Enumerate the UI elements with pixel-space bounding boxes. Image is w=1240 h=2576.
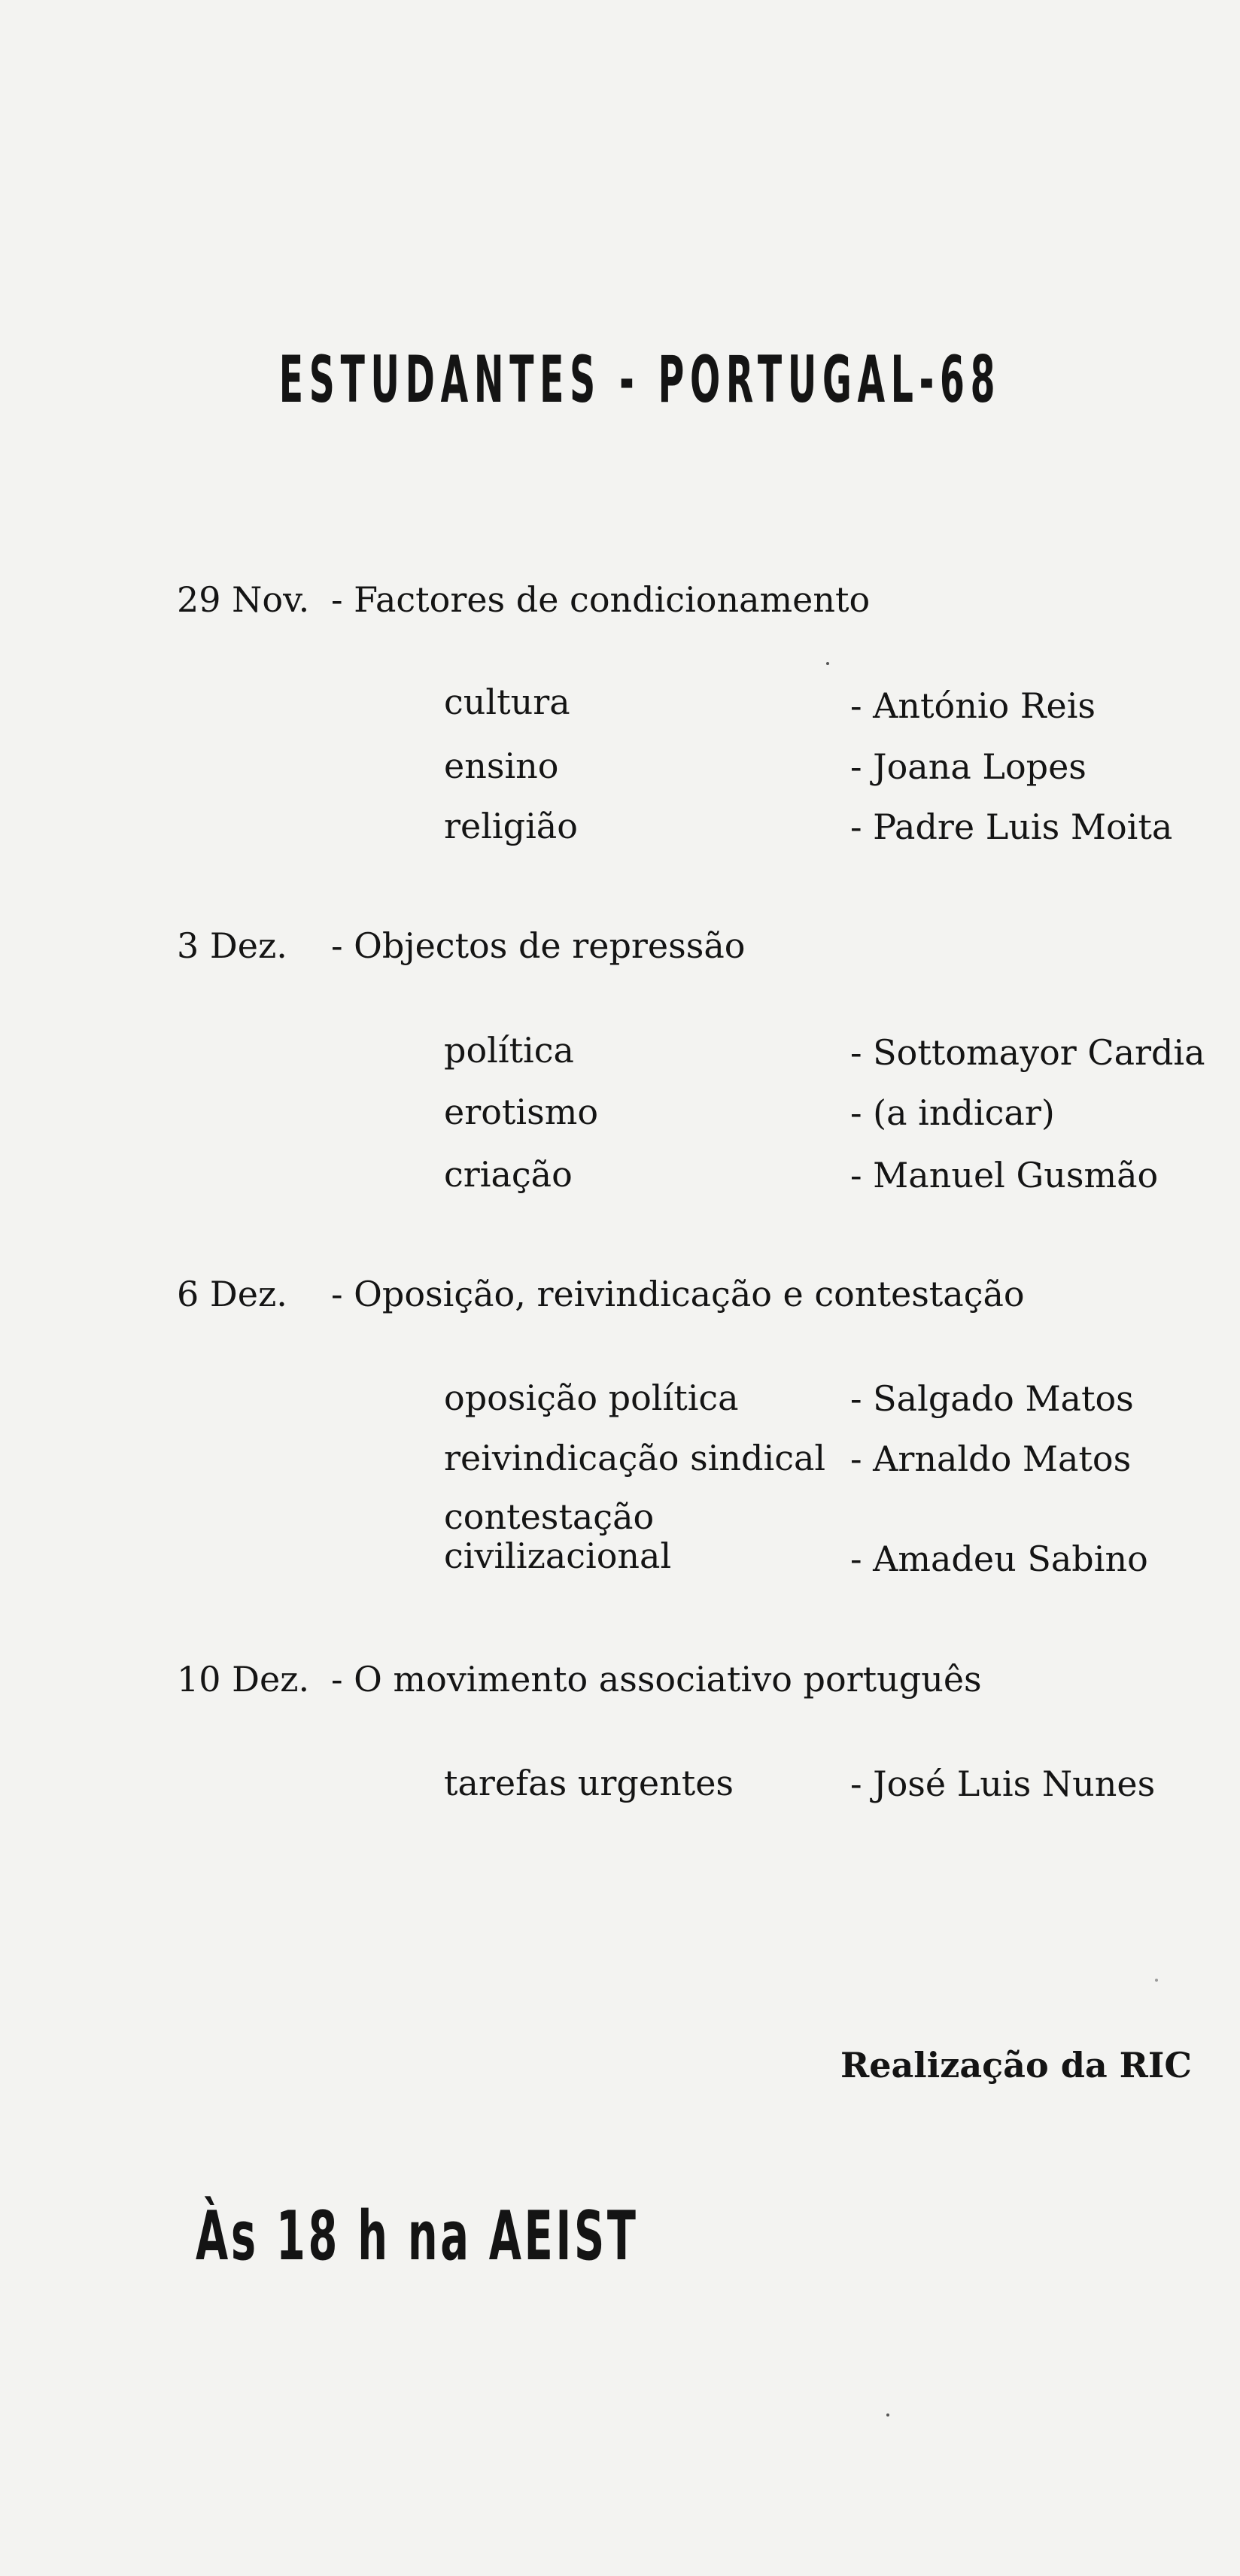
- session-header: [0, 925, 1240, 971]
- session-header: [0, 1659, 1240, 1704]
- item-speaker: - Padre Luis Moita: [850, 807, 1173, 847]
- item-topic: reivindicação sindical: [444, 1438, 826, 1478]
- item-topic: tarefas urgentes: [444, 1763, 734, 1803]
- session-date: 10 Dez.: [177, 1659, 310, 1700]
- session-header: [0, 1274, 1240, 1319]
- print-speck: [826, 662, 829, 665]
- item-topic: erotismo: [444, 1092, 599, 1132]
- item-topic: contestação civilizacional: [444, 1496, 672, 1576]
- item-speaker: - Sottomayor Cardia: [850, 1032, 1205, 1073]
- print-speck: [1155, 1979, 1158, 1982]
- session-theme: - Objectos de repressão: [331, 925, 746, 966]
- item-topic: oposição política: [444, 1378, 739, 1418]
- item-speaker: - Manuel Gusmão: [850, 1155, 1159, 1195]
- session-date: 6 Dez.: [177, 1274, 287, 1314]
- time-location-footer: Às 18 h na AEIST: [196, 2197, 639, 2276]
- print-speck: [886, 2413, 889, 2417]
- session-date: 3 Dez.: [177, 925, 287, 966]
- session-theme: - Oposição, reivindicação e contestação: [331, 1274, 1025, 1314]
- item-topic: religião: [444, 806, 578, 846]
- item-topic: cultura: [444, 682, 570, 722]
- item-speaker: - Arnaldo Matos: [850, 1438, 1132, 1479]
- item-topic: política: [444, 1030, 574, 1071]
- item-speaker: - Joana Lopes: [850, 746, 1087, 787]
- item-speaker: - José Luis Nunes: [850, 1763, 1156, 1804]
- session-theme: - Factores de condicionamento: [331, 579, 871, 620]
- session-header: [0, 579, 1240, 624]
- item-speaker: - Salgado Matos: [850, 1378, 1134, 1419]
- organizer-credit: Realização da RIC: [840, 2045, 1193, 2085]
- session-date: 29 Nov.: [177, 579, 310, 620]
- item-speaker: - (a indicar): [850, 1092, 1055, 1133]
- session-theme: - O movimento associativo português: [331, 1659, 982, 1700]
- item-speaker: - António Reis: [850, 685, 1096, 726]
- item-topic: ensino: [444, 746, 559, 786]
- item-speaker: - Amadeu Sabino: [850, 1539, 1148, 1579]
- item-topic: criação: [444, 1154, 573, 1195]
- poster-title: ESTUDANTES - PORTUGAL-68: [278, 342, 1001, 418]
